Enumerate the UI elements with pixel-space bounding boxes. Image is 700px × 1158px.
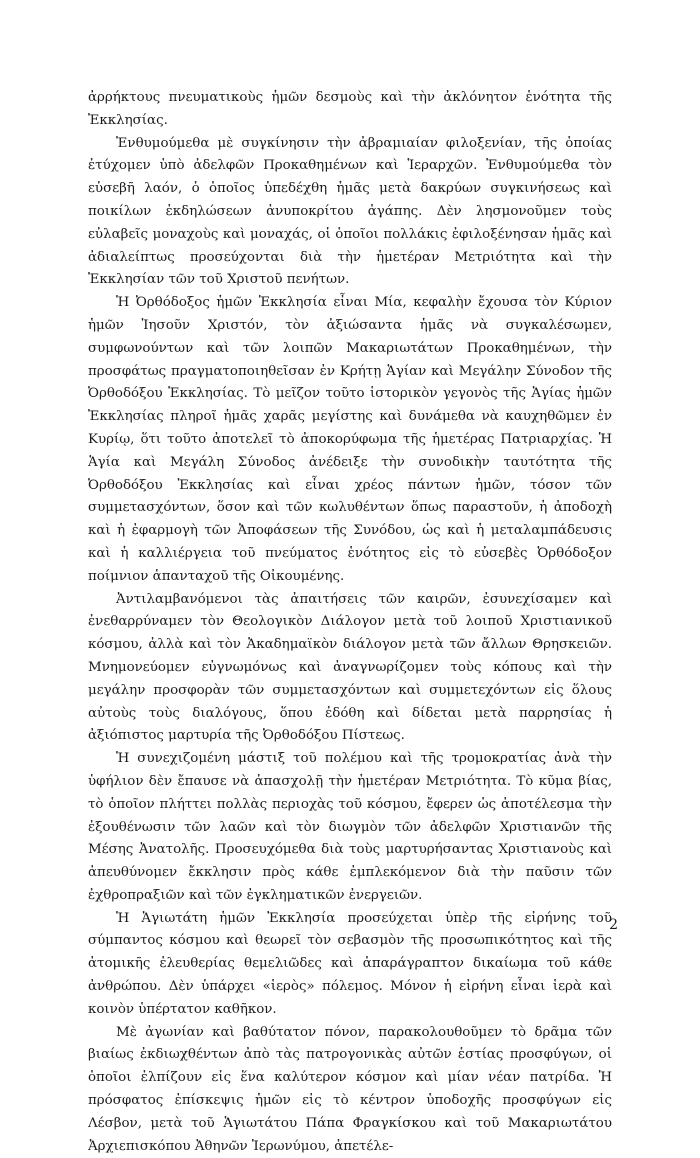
paragraph-holy-synod: Ἡ Ὀρθόδοξος ἡμῶν Ἐκκλησία εἶναι Μία, κεφαλὴν ἔχουσα τὸν Κύριον ἡμῶν Ἰησοῦν Χριστόν, τὸν ἀξιώσαντα ἡμᾶς νὰ συγκαλέσωμεν, συμφωνούντων καὶ τῶν λοιπῶν Μακαριωτάτων Προκαθημένων, τὴν προσφάτως πραγματοποιηθεῖσαν ἐν Κρήτῃ Ἁγίαν καὶ Μεγάλην Σύνοδον τῆς Ὀρθοδόξου Ἐκκλησίας. Τὸ μεῖζον τοῦτο ἱστορικὸν γεγονὸς τῆς Ἁγίας ἡμῶν Ἐκκλησίας πληροῖ ἡμᾶς χαρᾶς μεγίστης καὶ δυνάμεθα νὰ καυχηθῶμεν ἐν Κυρίῳ, ὅτι τοῦτο ἀποτελεῖ τὸ ἀποκορύφωμα τῆς ἡμετέρας Πατριαρχίας. Ἡ Ἁγία καὶ Μεγάλη Σύνοδος ἀνέδειξε τὴν συνοδικὴν ταυτότητα τῆς Ὀρθοδόξου Ἐκκλησίας καὶ εἶναι χρέος πάντων ἡμῶν, τόσον τῶν συμμετασχόντων, ὅσον καὶ τῶν κωλυθέντων ὅπως παραστοῦν, ἡ ἀποδοχὴ καὶ ἡ ἐφαρμογὴ τῶν Ἀποφάσεων τῆς Συνόδου, ὡς καὶ ἡ μεταλαμπάδευσις καὶ ἡ καλλιέργεια τοῦ πνεύματος ἑνότητος εἰς τὸ εὐσεβὲς Ὀρθόδοξον ποίμνιον ἁπανταχοῦ τῆς Οἰκουμένης. (88, 295, 612, 584)
paragraph-dialogue: Ἀντιλαμβανόμενοι τὰς ἀπαιτήσεις τῶν καιρῶν, ἐσυνεχίσαμεν καὶ ἐνεθαρρύναμεν τὸν Θεολογικὸν Διάλογον μετὰ τοῦ λοιποῦ Χριστιανικοῦ κόσμου, ἀλλὰ καὶ τὸν Ἀκαδημαϊκὸν διάλογον μετὰ τῶν ἄλλων Θρησκειῶν. Μνημονεύομεν εὐγνωμόνως καὶ ἀναγνωρίζομεν τοὺς κόπους καὶ τὴν μεγάλην προσφορὰν τῶν συμμετασχόντων καὶ συμμετεχόντων εἰς ὅλους αὐτοὺς τοὺς διαλόγους, ὅπου ἐδόθη καὶ δίδεται μετὰ παρρησίας ἡ ἀξιόπιστος μαρτυρία τῆς Ὀρθοδόξου Πίστεως. (88, 591, 612, 744)
paragraph-hospitality: Ἐνθυμούμεθα μὲ συγκίνησιν τὴν ἀβραμιαίαν φιλοξενίαν, τῆς ὁποίας ἐτύχομεν ὑπὸ ἀδελφῶν Προκαθημένων καὶ Ἱεραρχῶν. Ἐνθυμούμεθα τὸν εὐσεβῆ λαόν, ὁ ὁποῖος ὑπεδέχθη ἡμᾶς μετὰ δακρύων συγκινήσεως καὶ ποικίλων ἐκδηλώσεων ἀνυποκρίτου ἀγάπης. Δὲν λησμονοῦμεν τοὺς εὐλαβεῖς μοναχοὺς καὶ μοναχάς, οἱ ὁποῖοι πολλάκις ἐφιλοξένησαν ἡμᾶς καὶ ἀδιαλείπτως προσεύχονται διὰ τὴν ἡμετέραν Μετριότητα καὶ τὴν Ἐκκλησίαν τῶν τοῦ Χριστοῦ πενήτων. (88, 135, 612, 288)
document-body (88, 87, 612, 1158)
paragraph-continuation: ἀρρήκτους πνευματικοὺς ἡμῶν δεσμοὺς καὶ τὴν ἀκλόνητον ἑνότητα τῆς Ἐκκλησίας. (88, 90, 612, 128)
paragraph-war-terrorism: Ἡ συνεχιζομένη μάστιξ τοῦ πολέμου καὶ τῆς τρομοκρατίας ἀνὰ τὴν ὑφήλιον δὲν ἔπαυσε νὰ ἀπασχολῇ τὴν ἡμετέραν Μετριότητα. Τὸ κῦμα βίας, τὸ ὁποῖον πλήττει πολλὰς περιοχὰς τοῦ κόσμου, ἔφερεν ὡς ἀποτέλεσμα τὴν ἐξουθένωσιν τῶν λαῶν καὶ τὸν διωγμὸν τῶν ἀδελφῶν Χριστιανῶν τῆς Μέσης Ἀνατολῆς. Προσευχόμεθα διὰ τοὺς μαρτυρήσαντας Χριστιανοὺς καὶ ἀπευθύνομεν ἔκκλησιν πρὸς κάθε ἐμπλεκόμενον διὰ τὴν παῦσιν τῶν ἐχθροπραξιῶν καὶ τῶν ἐγκληματικῶν ἐνεργειῶν. (88, 751, 612, 903)
paragraph-refugees: Μὲ ἀγωνίαν καὶ βαθύτατον πόνον, παρακολουθοῦμεν τὸ δρᾶμα τῶν βιαίως ἐκδιωχθέντων ἀπὸ τὰς πατρογονικὰς αὐτῶν ἑστίας προσφύγων, οἱ ὁποῖοι ἐλπίζουν εἰς ἕνα καλύτερον κόσμον καὶ μίαν νέαν πατρίδα. Ἡ πρόσφατος ἐπίσκεψις ἡμῶν εἰς τὸ κέντρον ὑποδοχῆς προσφύγων εἰς Λέσβον, μετὰ τοῦ Ἁγιωτάτου Πάπα Φραγκίσκου καὶ τοῦ Μακαριωτάτου Ἀρχιεπισκόπου Ἀθηνῶν Ἱερωνύμου, ἀπετέλε- (88, 1024, 612, 1154)
paragraph-peace: Ἡ Ἁγιωτάτη ἡμῶν Ἐκκλησία προσεύχεται ὑπὲρ τῆς εἰρήνης τοῦ σύμπαντος κόσμου καὶ θεωρεῖ τὸν σεβασμὸν τῆς προσωπικότητος καὶ τῆς ἀτομικῆς ἐλευθερίας θεμελιῶδες καὶ ἀπαράγραπτον δικαίωμα τοῦ κάθε ἀνθρώπου. Δὲν ὑπάρχει «ἱερὸς» πόλεμος. Μόνον ἡ εἰρήνη εἶναι ἱερὰ καὶ κοινὸν ὑπέρτατον καθῆκον. (88, 910, 612, 1017)
page-number: 2 (609, 917, 618, 933)
